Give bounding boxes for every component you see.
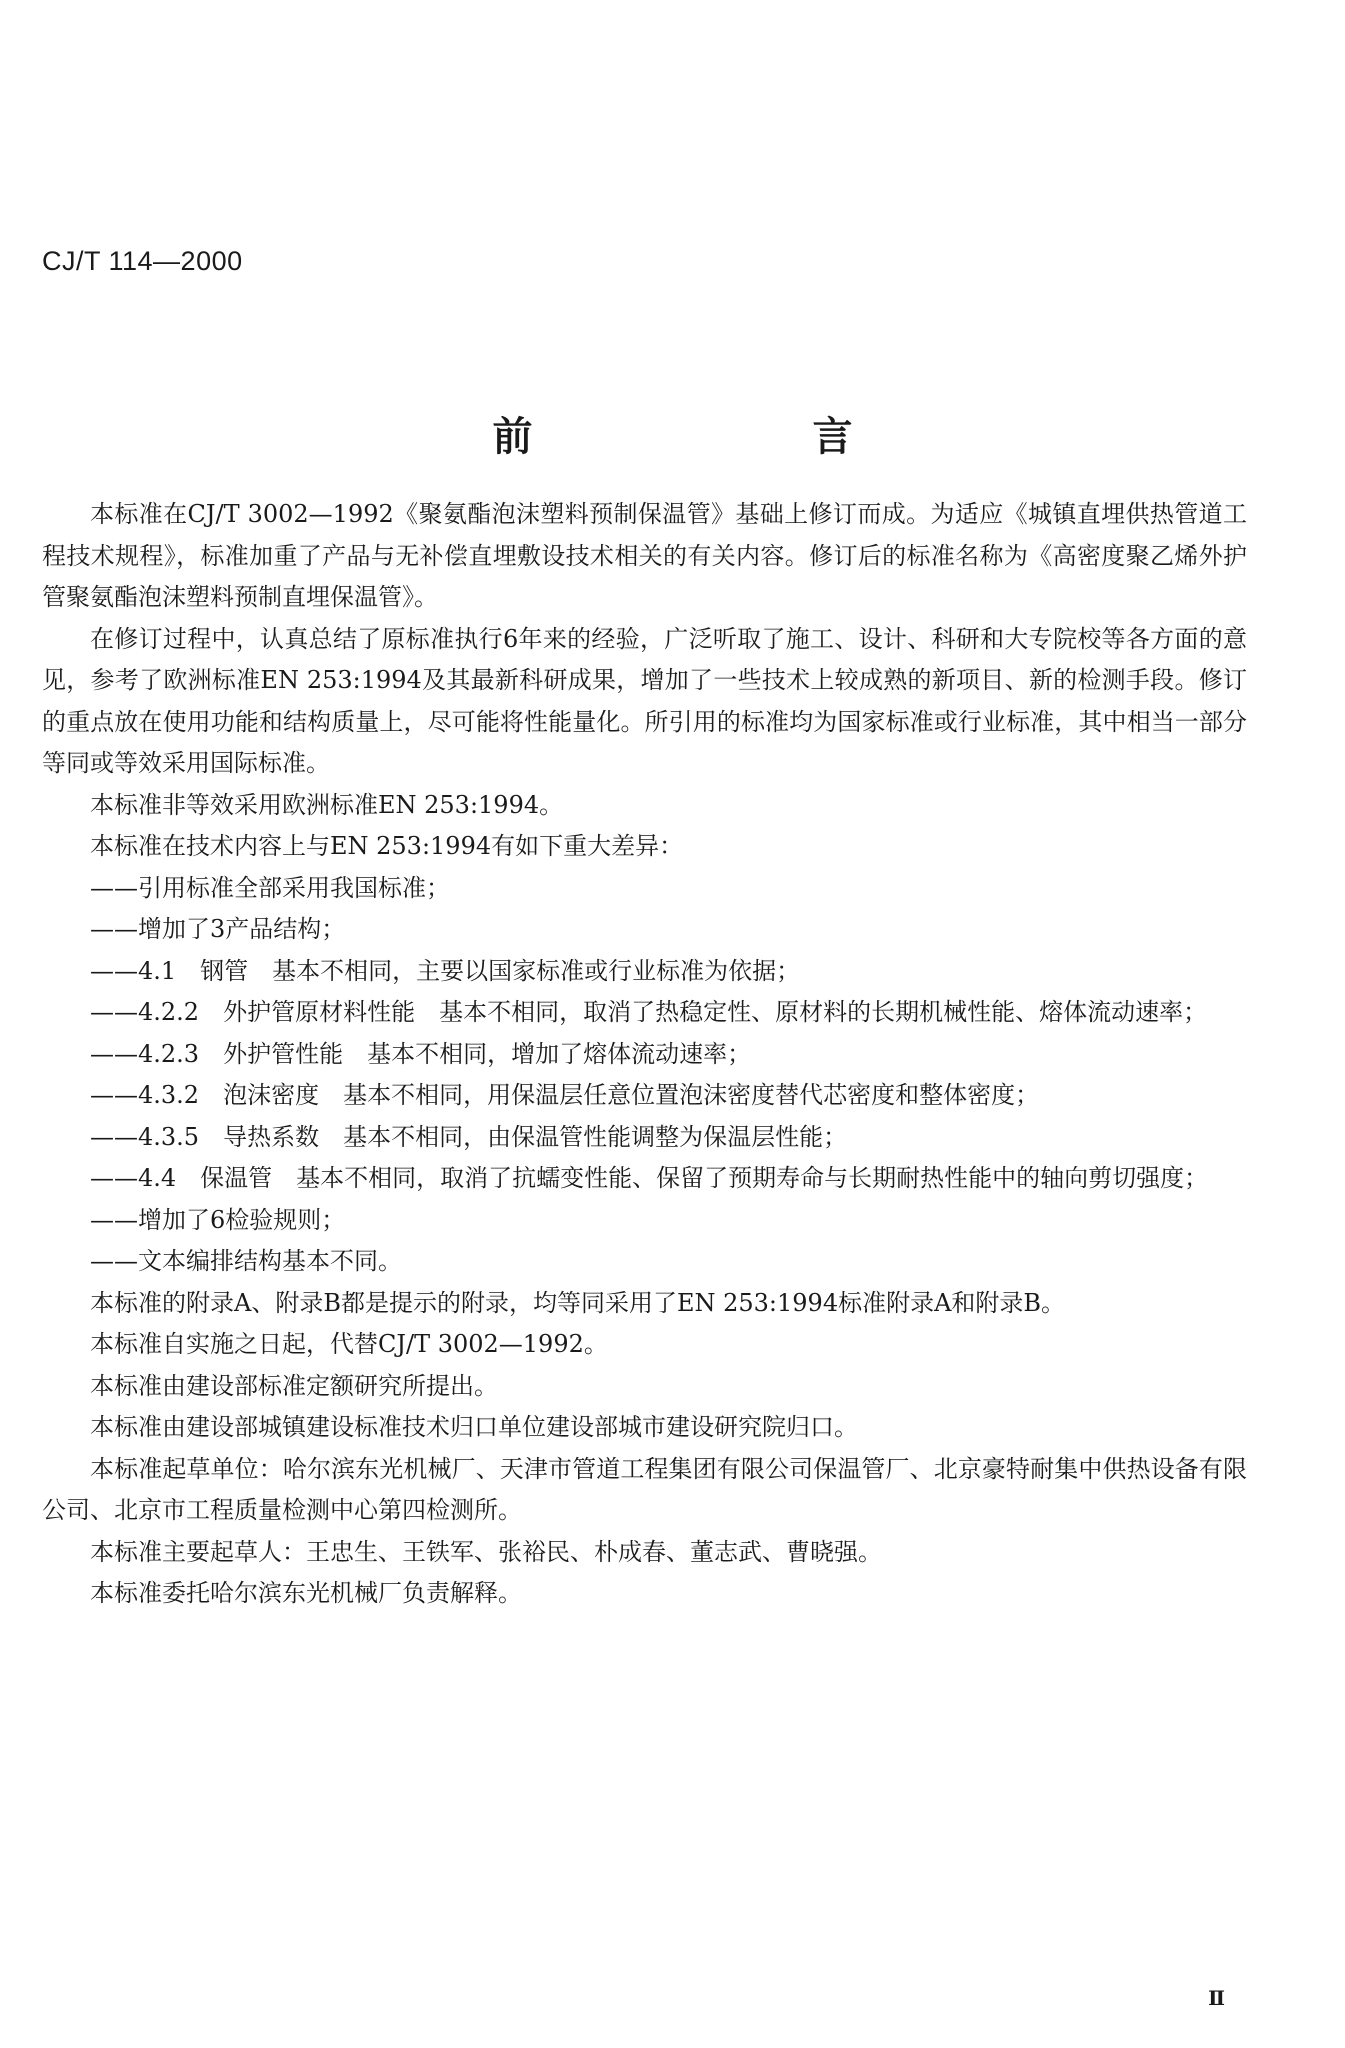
difference-item: ——增加了3产品结构； xyxy=(90,915,346,943)
paragraph: 本标准主要起草人：王忠生、王铁军、张裕民、朴成春、董志武、曹晓强。 xyxy=(90,1537,882,1566)
preface-body xyxy=(42,494,1247,1615)
page-number: Ⅱ xyxy=(1208,1986,1225,2010)
difference-item: ——4.4 保温管 基本不相同，取消了抗蠕变性能、保留了预期寿命与长期耐热性能中的轴向剪切强度； xyxy=(90,1164,1209,1192)
paragraph: 在修订过程中，认真总结了原标准执行6年来的经验，广泛听取了施工、设计、科研和大专院校等各方面的意见，参考了欧洲标准EN 253:1994及其最新科研成果，增加了一些技术上较成熟的新项目、新的检测手段。修订的重点放在使用功能和结构质量上，尽可能将性能量化。所引用的标准均为国家标准或行业标准，其中相当一部分等同或等效采用国际标准。 xyxy=(42,624,1247,777)
paragraph: 本标准在技术内容上与EN 253:1994有如下重大差异： xyxy=(90,832,684,860)
difference-item: ——4.2.3 外护管性能 基本不相同，增加了熔体流动速率； xyxy=(90,1039,752,1068)
paragraph: 本标准在CJ/T 3002—1992《聚氨酯泡沫塑料预制保温管》基础上修订而成。为适应《城镇直埋供热管道工程技术规程》，标准加重了产品与无补偿直埋敷设技术相关的有关内容。修订后的标准名称为《高密度聚乙烯外护管聚氨酯泡沫塑料预制直埋保温管》。 xyxy=(42,500,1247,611)
paragraph: 本标准自实施之日起，代替CJ/T 3002—1992。 xyxy=(90,1330,608,1358)
difference-item: ——4.1 钢管 基本不相同，主要以国家标准或行业标准为依据； xyxy=(90,956,801,985)
page-title: 前 言 xyxy=(492,414,973,460)
paragraph: 本标准起草单位：哈尔滨东光机械厂、天津市管道工程集团有限公司保温管厂、北京豪特耐集中供热设备有限公司、北京市工程质量检测中心第四检测所。 xyxy=(42,1454,1247,1524)
difference-item: ——文本编排结构基本不同。 xyxy=(90,1247,402,1275)
difference-item: ——4.2.2 外护管原材料性能 基本不相同，取消了热稳定性、原材料的长期机械性能、熔体流动速率； xyxy=(90,998,1208,1026)
paragraph: 本标准由建设部标准定额研究所提出。 xyxy=(90,1371,498,1400)
difference-item: ——4.3.5 导热系数 基本不相同，由保温管性能调整为保温层性能； xyxy=(90,1122,848,1151)
difference-item: ——4.3.2 泡沫密度 基本不相同，用保温层任意位置泡沫密度替代芯密度和整体密度； xyxy=(90,1081,1040,1109)
difference-item: ——增加了6检验规则； xyxy=(90,1205,346,1234)
paragraph: 本标准非等效采用欧洲标准EN 253:1994。 xyxy=(90,790,564,819)
paragraph: 本标准的附录A、附录B都是提示的附录，均等同采用了EN 253:1994标准附录A和附录B。 xyxy=(90,1288,1066,1317)
difference-item: ——引用标准全部采用我国标准； xyxy=(90,873,450,902)
paragraph: 本标准由建设部城镇建设标准技术归口单位建设部城市建设研究院归口。 xyxy=(90,1413,858,1441)
document-code: CJ/T 114—2000 xyxy=(42,246,243,276)
paragraph: 本标准委托哈尔滨东光机械厂负责解释。 xyxy=(90,1579,522,1607)
